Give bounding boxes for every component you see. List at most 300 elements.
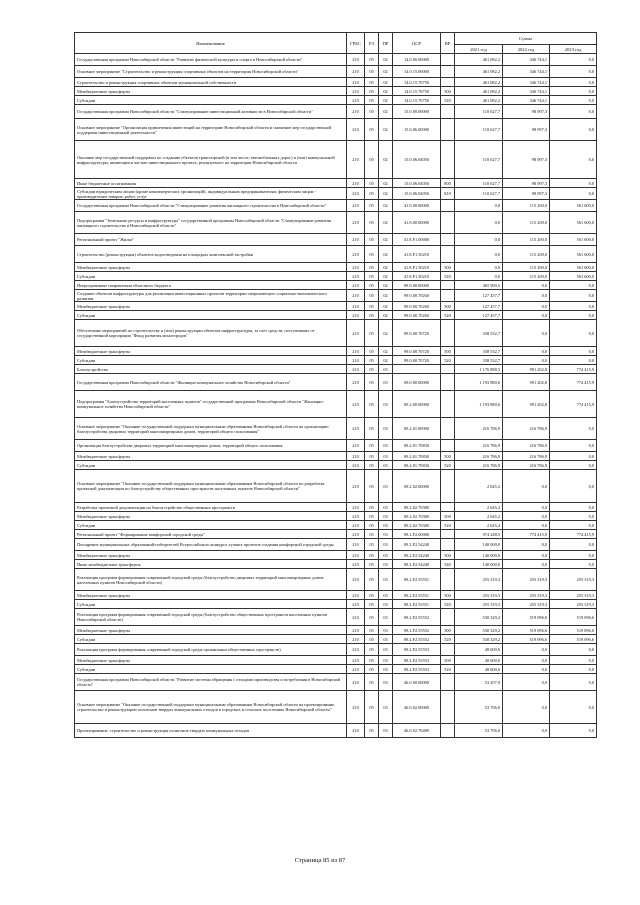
row-rz-cell: 05 — [365, 119, 379, 141]
row-grbs-cell: 210 — [347, 440, 365, 452]
row-name-cell: Проектирование, строительство и реконструкция полигонов твердых коммунальных отходов — [75, 724, 347, 738]
row-name-cell: Субсидии — [75, 311, 347, 320]
row-2022-cell: 0,0 — [503, 356, 550, 365]
row-2023-cell: 774 415,9 — [550, 365, 597, 374]
table-row — [75, 503, 597, 512]
row-2022-cell: 255 319,3 — [503, 600, 550, 609]
row-pr-cell: 03 — [379, 539, 393, 551]
row-rz-cell: 05 — [365, 521, 379, 530]
row-2022-cell: 346 744,1 — [503, 54, 550, 66]
row-rz-cell: 05 — [365, 503, 379, 512]
table-row — [75, 600, 597, 609]
row-2022-cell: 774 415,9 — [503, 530, 550, 539]
table-row — [75, 691, 597, 724]
row-rz-cell: 05 — [365, 347, 379, 356]
table-row — [75, 320, 597, 347]
row-pr-cell: 03 — [379, 530, 393, 539]
row-grbs-cell: 210 — [347, 461, 365, 470]
row-rz-cell: 05 — [365, 560, 379, 569]
row-rz-cell: 05 — [365, 66, 379, 78]
row-csr-cell: 09.2.F2.55551 — [393, 600, 441, 609]
row-grbs-cell: 210 — [347, 141, 365, 179]
row-vr-cell — [441, 246, 455, 263]
row-2023-cell: 0,0 — [550, 119, 597, 141]
row-2023-cell: 0,0 — [550, 188, 597, 200]
row-rz-cell: 05 — [365, 365, 379, 374]
row-vr-cell: 520 — [441, 461, 455, 470]
row-pr-cell: 02 — [379, 234, 393, 246]
row-csr-cell: 14.0.15.00000 — [393, 66, 441, 78]
table-row — [75, 246, 597, 263]
row-2022-cell: 98 097,3 — [503, 179, 550, 188]
row-vr-cell: 500 — [441, 591, 455, 600]
row-name-cell: Организация благоустройства дворовых территорий многоквартирных домов, территорий общего пользования — [75, 440, 347, 452]
row-grbs-cell: 210 — [347, 272, 365, 281]
row-name-cell: Поощрение муниципальных образований-победителей Всероссийского конкурса лучших проектов создания комфортной городской среды — [75, 539, 347, 551]
row-2021-cell: 127 457,7 — [455, 302, 503, 311]
table-row — [75, 263, 597, 272]
row-csr-cell: 09.2.F2.54240 — [393, 539, 441, 551]
row-vr-cell — [441, 66, 455, 78]
row-name-cell: Обеспечение мероприятий по строительству и (или) реконструкции объектов инфраструктуры, за счет средств, поступивших от государственной корпорации "Фонд развития моногородов" — [75, 320, 347, 347]
row-pr-cell: 03 — [379, 512, 393, 521]
table-row — [75, 374, 597, 391]
row-rz-cell: 05 — [365, 440, 379, 452]
row-2022-cell: 216 786,9 — [503, 418, 550, 440]
row-vr-cell — [441, 609, 455, 626]
row-grbs-cell: 210 — [347, 600, 365, 609]
row-name-cell: Субсидии — [75, 521, 347, 530]
row-pr-cell: 02 — [379, 105, 393, 119]
row-vr-cell — [441, 530, 455, 539]
row-pr-cell: 03 — [379, 691, 393, 724]
row-csr-cell: 09.2.02.70380 — [393, 503, 441, 512]
row-grbs-cell: 210 — [347, 234, 365, 246]
row-2022-cell: 346 744,1 — [503, 96, 550, 105]
row-2021-cell: 110 627,7 — [455, 141, 503, 179]
row-2023-cell: 0,0 — [550, 691, 597, 724]
row-csr-cell: 99.0.00.70720 — [393, 320, 441, 347]
row-2022-cell: 115 200,0 — [503, 272, 550, 281]
row-rz-cell: 05 — [365, 461, 379, 470]
row-grbs-cell: 210 — [347, 281, 365, 290]
row-vr-cell — [441, 200, 455, 212]
row-grbs-cell: 210 — [347, 347, 365, 356]
row-name-cell: Государственная программа Новосибирской области "Стимулирование инвестиционной активности в Новосибирской области" — [75, 105, 347, 119]
row-csr-cell: 41.8.F1.50210 — [393, 272, 441, 281]
row-pr-cell: 03 — [379, 600, 393, 609]
row-pr-cell: 02 — [379, 200, 393, 212]
row-pr-cell: 02 — [379, 356, 393, 365]
row-csr-cell: 15.0.06.04050 — [393, 179, 441, 188]
table-row — [75, 54, 597, 66]
row-csr-cell: 99.0.00.70260 — [393, 311, 441, 320]
row-2023-cell: 0,0 — [550, 356, 597, 365]
col-header-2021: 2021 год — [455, 45, 503, 54]
row-2022-cell: 0,0 — [503, 674, 550, 691]
row-grbs-cell: 210 — [347, 674, 365, 691]
row-name-cell: Иные межбюджетные трансферты — [75, 560, 347, 569]
row-grbs-cell: 210 — [347, 560, 365, 569]
row-grbs-cell: 210 — [347, 320, 365, 347]
row-2023-cell: 0,0 — [550, 311, 597, 320]
table-row — [75, 356, 597, 365]
row-vr-cell — [441, 119, 455, 141]
row-csr-cell: 41.8.F1.50210 — [393, 246, 441, 263]
row-grbs-cell: 210 — [347, 212, 365, 234]
row-2021-cell: 461 082,2 — [455, 78, 503, 87]
row-pr-cell: 02 — [379, 179, 393, 188]
table-row — [75, 365, 597, 374]
row-2022-cell: 0,0 — [503, 512, 550, 521]
table-row — [75, 311, 597, 320]
row-2022-cell: 0,0 — [503, 347, 550, 356]
row-name-cell: Непрограммные направления областного бюджета — [75, 281, 347, 290]
row-name-cell: Межбюджетные трансферты — [75, 87, 347, 96]
row-grbs-cell: 210 — [347, 521, 365, 530]
row-vr-cell: 800 — [441, 179, 455, 188]
row-2023-cell: 561 600,0 — [550, 234, 597, 246]
table-row — [75, 188, 597, 200]
row-2022-cell: 0,0 — [503, 290, 550, 302]
table-row — [75, 200, 597, 212]
table-row — [75, 281, 597, 290]
table-row — [75, 78, 597, 87]
row-pr-cell: 03 — [379, 503, 393, 512]
row-name-cell: Реализация программ формирования современной городской среды (благоустройство общественных пространств населенных пунктов Новосибирской области) — [75, 609, 347, 626]
row-2023-cell: 0,0 — [550, 674, 597, 691]
row-rz-cell: 05 — [365, 635, 379, 644]
row-rz-cell: 05 — [365, 609, 379, 626]
row-grbs-cell: 210 — [347, 591, 365, 600]
row-name-cell: Строительство (реконструкция) объектов водоотведения на площадках комплексной застройки — [75, 246, 347, 263]
table-row — [75, 674, 597, 691]
row-vr-cell: 500 — [441, 263, 455, 272]
row-2021-cell: 0,0 — [455, 246, 503, 263]
row-rz-cell: 05 — [365, 665, 379, 674]
row-vr-cell — [441, 234, 455, 246]
row-pr-cell: 03 — [379, 374, 393, 391]
row-pr-cell: 02 — [379, 188, 393, 200]
row-name-cell: Основное мероприятие "Оказание государственной поддержки муниципальным образованиям Новосибирской области на проектирование, строительство и реконструкцию полигонов твердых коммунальных отходов в городских и сельских поселениях Новосибирской области" — [75, 691, 347, 724]
row-csr-cell: 09.0.00.00000 — [393, 374, 441, 391]
row-2021-cell: 0,0 — [455, 263, 503, 272]
row-vr-cell: 500 — [441, 656, 455, 665]
table-row — [75, 521, 597, 530]
row-vr-cell — [441, 212, 455, 234]
row-2022-cell: 0,0 — [503, 691, 550, 724]
row-vr-cell: 520 — [441, 635, 455, 644]
row-pr-cell: 03 — [379, 591, 393, 600]
row-name-cell: Субсидии юридическим лицам (кроме некоммерческих организаций), индивидуальным предпринимателям, физическим лицам - производителям товаров, работ, услуг — [75, 188, 347, 200]
row-rz-cell: 05 — [365, 374, 379, 391]
row-rz-cell: 05 — [365, 600, 379, 609]
table-row — [75, 290, 597, 302]
row-2022-cell: 98 097,3 — [503, 105, 550, 119]
row-2022-cell: 0,0 — [503, 470, 550, 503]
row-csr-cell: 99.0.00.70260 — [393, 302, 441, 311]
row-2022-cell: 0,0 — [503, 656, 550, 665]
row-grbs-cell: 210 — [347, 54, 365, 66]
row-2021-cell: 127 457,7 — [455, 311, 503, 320]
row-vr-cell: 500 — [441, 551, 455, 560]
row-grbs-cell: 210 — [347, 539, 365, 551]
row-csr-cell: 09.2.F2.55553 — [393, 656, 441, 665]
col-header-2023: 2023 год — [550, 45, 597, 54]
row-vr-cell: 540 — [441, 560, 455, 569]
row-2023-cell: 561 600,0 — [550, 200, 597, 212]
row-csr-cell: 09.2.01.70830 — [393, 452, 441, 461]
table-row — [75, 418, 597, 440]
row-rz-cell: 05 — [365, 418, 379, 440]
row-2021-cell: 0,0 — [455, 272, 503, 281]
row-grbs-cell: 210 — [347, 452, 365, 461]
table-row — [75, 391, 597, 418]
row-name-cell: Субсидии — [75, 96, 347, 105]
row-2023-cell: 519 096,6 — [550, 635, 597, 644]
row-vr-cell: 520 — [441, 272, 455, 281]
row-pr-cell: 02 — [379, 141, 393, 179]
row-vr-cell — [441, 470, 455, 503]
row-csr-cell: 99.0.00.00000 — [393, 281, 441, 290]
row-rz-cell: 05 — [365, 272, 379, 281]
row-2023-cell: 0,0 — [550, 539, 597, 551]
row-csr-cell: 46.0.02.00000 — [393, 691, 441, 724]
row-rz-cell: 05 — [365, 644, 379, 656]
row-2022-cell: 216 786,9 — [503, 440, 550, 452]
row-2023-cell: 0,0 — [550, 503, 597, 512]
row-grbs-cell: 210 — [347, 311, 365, 320]
row-pr-cell: 02 — [379, 290, 393, 302]
row-name-cell: Региональный проект "Формирование комфортной городской среды" — [75, 530, 347, 539]
row-name-cell: Государственная программа Новосибирской области "Развитие физической культуры и спорта в Новосибирской области" — [75, 54, 347, 66]
row-2021-cell: 1 193 880,6 — [455, 391, 503, 418]
row-grbs-cell: 210 — [347, 635, 365, 644]
row-csr-cell: 09.2.01.00000 — [393, 418, 441, 440]
row-grbs-cell: 210 — [347, 105, 365, 119]
row-2022-cell: 0,0 — [503, 503, 550, 512]
row-rz-cell: 05 — [365, 246, 379, 263]
table-row — [75, 302, 597, 311]
row-2022-cell: 0,0 — [503, 281, 550, 290]
row-2023-cell: 0,0 — [550, 281, 597, 290]
row-grbs-cell: 210 — [347, 644, 365, 656]
table-row — [75, 665, 597, 674]
row-rz-cell: 05 — [365, 200, 379, 212]
row-csr-cell: 09.2.01.70830 — [393, 440, 441, 452]
col-header-2022: 2022 год — [503, 45, 550, 54]
row-2023-cell: 255 319,3 — [550, 591, 597, 600]
row-rz-cell: 05 — [365, 311, 379, 320]
row-pr-cell: 02 — [379, 87, 393, 96]
row-pr-cell: 02 — [379, 246, 393, 263]
row-2023-cell: 0,0 — [550, 179, 597, 188]
row-pr-cell: 02 — [379, 320, 393, 347]
table-row — [75, 470, 597, 503]
budget-document-page — [74, 32, 596, 738]
row-2022-cell: 519 096,6 — [503, 635, 550, 644]
row-csr-cell: 41.8.F1.00000 — [393, 234, 441, 246]
row-name-cell: Разработка проектной документации на благоустройство общественных пространств — [75, 503, 347, 512]
row-rz-cell: 05 — [365, 141, 379, 179]
row-pr-cell: 02 — [379, 96, 393, 105]
row-2022-cell: 0,0 — [503, 521, 550, 530]
row-2022-cell: 0,0 — [503, 302, 550, 311]
row-2021-cell: 2 645,2 — [455, 521, 503, 530]
table-row — [75, 635, 597, 644]
row-2022-cell: 115 200,0 — [503, 246, 550, 263]
row-2021-cell: 48 600,0 — [455, 656, 503, 665]
row-grbs-cell: 210 — [347, 724, 365, 738]
table-row — [75, 212, 597, 234]
row-vr-cell — [441, 691, 455, 724]
row-2021-cell: 110 627,7 — [455, 188, 503, 200]
row-name-cell: Субсидии — [75, 272, 347, 281]
table-row — [75, 119, 597, 141]
row-rz-cell: 05 — [365, 591, 379, 600]
row-pr-cell: 02 — [379, 311, 393, 320]
row-2022-cell: 991 202,8 — [503, 374, 550, 391]
table-row — [75, 105, 597, 119]
row-pr-cell: 03 — [379, 452, 393, 461]
row-rz-cell: 05 — [365, 105, 379, 119]
row-2021-cell: 0,0 — [455, 234, 503, 246]
row-rz-cell: 05 — [365, 96, 379, 105]
row-2023-cell: 774 415,9 — [550, 374, 597, 391]
row-name-cell: Благоустройство — [75, 365, 347, 374]
row-csr-cell: 15.0.06.00000 — [393, 119, 441, 141]
row-pr-cell: 03 — [379, 609, 393, 626]
row-2023-cell: 0,0 — [550, 87, 597, 96]
row-rz-cell: 05 — [365, 724, 379, 738]
row-pr-cell: 03 — [379, 461, 393, 470]
table-row — [75, 560, 597, 569]
row-2022-cell: 98 097,3 — [503, 141, 550, 179]
row-2023-cell: 0,0 — [550, 290, 597, 302]
row-2023-cell: 774 415,9 — [550, 391, 597, 418]
row-2022-cell: 0,0 — [503, 320, 550, 347]
row-2021-cell: 127 457,7 — [455, 290, 503, 302]
budget-table — [74, 32, 597, 738]
row-csr-cell: 09.2.F2.55553 — [393, 644, 441, 656]
row-2022-cell: 216 786,9 — [503, 461, 550, 470]
row-2021-cell: 53 706,0 — [455, 724, 503, 738]
row-2021-cell: 1 193 880,6 — [455, 374, 503, 391]
row-2023-cell: 774 415,9 — [550, 530, 597, 539]
row-2023-cell: 0,0 — [550, 724, 597, 738]
row-name-cell: Субсидии — [75, 665, 347, 674]
row-2022-cell: 0,0 — [503, 644, 550, 656]
row-pr-cell: 03 — [379, 470, 393, 503]
row-2023-cell: 561 600,0 — [550, 212, 597, 234]
row-2021-cell: 255 319,3 — [455, 591, 503, 600]
row-csr-cell: 99.0.00.70720 — [393, 347, 441, 356]
table-row — [75, 530, 597, 539]
row-name-cell: Строительство и реконструкция спортивных объектов муниципальной собственности — [75, 78, 347, 87]
row-2021-cell: 48 600,0 — [455, 665, 503, 674]
row-csr-cell: 09.2.F2.55551 — [393, 591, 441, 600]
row-2022-cell: 519 096,6 — [503, 609, 550, 626]
row-grbs-cell: 210 — [347, 179, 365, 188]
row-name-cell: Межбюджетные трансферты — [75, 512, 347, 521]
row-csr-cell: 09.2.00.00000 — [393, 391, 441, 418]
row-grbs-cell: 210 — [347, 503, 365, 512]
row-2022-cell: 346 744,1 — [503, 66, 550, 78]
row-2021-cell: 461 082,2 — [455, 66, 503, 78]
table-row — [75, 461, 597, 470]
row-name-cell: Субсидии — [75, 635, 347, 644]
row-csr-cell: 15.0.00.00000 — [393, 105, 441, 119]
row-2021-cell: 2 645,2 — [455, 503, 503, 512]
row-pr-cell: 03 — [379, 644, 393, 656]
col-header-vr: ВР — [441, 33, 455, 54]
row-rz-cell: 05 — [365, 188, 379, 200]
row-grbs-cell: 210 — [347, 626, 365, 635]
row-csr-cell: 14.0.15.70750 — [393, 96, 441, 105]
row-grbs-cell: 210 — [347, 374, 365, 391]
table-row — [75, 724, 597, 738]
row-name-cell: Межбюджетные трансферты — [75, 591, 347, 600]
row-csr-cell: 41.8.F1.50210 — [393, 263, 441, 272]
row-grbs-cell: 210 — [347, 470, 365, 503]
row-csr-cell: 09.2.F2.55551 — [393, 569, 441, 591]
row-vr-cell — [441, 674, 455, 691]
row-2023-cell: 0,0 — [550, 320, 597, 347]
row-pr-cell: 03 — [379, 569, 393, 591]
row-2023-cell: 0,0 — [550, 470, 597, 503]
row-name-cell: Межбюджетные трансферты — [75, 551, 347, 560]
row-2023-cell: 0,0 — [550, 452, 597, 461]
row-pr-cell: 03 — [379, 391, 393, 418]
row-rz-cell: 05 — [365, 551, 379, 560]
row-2022-cell: 0,0 — [503, 311, 550, 320]
row-csr-cell: 15.0.06.04050 — [393, 141, 441, 179]
row-pr-cell: 03 — [379, 674, 393, 691]
row-grbs-cell: 210 — [347, 391, 365, 418]
row-vr-cell: 500 — [441, 87, 455, 96]
row-2023-cell: 561 600,0 — [550, 246, 597, 263]
row-2021-cell: 461 082,2 — [455, 54, 503, 66]
row-2023-cell: 0,0 — [550, 560, 597, 569]
table-row — [75, 141, 597, 179]
row-grbs-cell: 210 — [347, 691, 365, 724]
row-2021-cell: 461 082,2 — [455, 87, 503, 96]
table-row — [75, 539, 597, 551]
row-csr-cell: 09.2.F2.54240 — [393, 560, 441, 569]
page-number: Страница 85 из 87 — [294, 857, 346, 864]
table-row — [75, 272, 597, 281]
row-rz-cell: 05 — [365, 452, 379, 461]
row-name-cell: Оказание мер государственной поддержки по созданию объектов транспортной (в том числе, автомобильных дорог) и (или) коммунальной инфраструктуры, являющихся частью инвестиционного проекта, реализуемого на территории Новосибирской области — [75, 141, 347, 179]
table-row — [75, 440, 597, 452]
row-vr-cell — [441, 391, 455, 418]
row-grbs-cell: 210 — [347, 66, 365, 78]
row-name-cell: Государственная программа Новосибирской области "Жилищно-коммунальное хозяйство Новосибирской области" — [75, 374, 347, 391]
row-2022-cell: 98 097,3 — [503, 119, 550, 141]
row-name-cell: Основное мероприятие "Строительство и реконструкция спортивных объектов на территории Новосибирской области" — [75, 66, 347, 78]
row-2021-cell: 110 627,7 — [455, 179, 503, 188]
row-pr-cell: 02 — [379, 54, 393, 66]
row-2023-cell: 0,0 — [550, 105, 597, 119]
row-rz-cell: 05 — [365, 691, 379, 724]
row-grbs-cell: 210 — [347, 200, 365, 212]
row-2022-cell: 991 202,8 — [503, 365, 550, 374]
row-pr-cell: 03 — [379, 626, 393, 635]
row-rz-cell: 05 — [365, 391, 379, 418]
row-2021-cell: 216 786,9 — [455, 418, 503, 440]
row-name-cell: Основное мероприятие "Оказание государственной поддержки муниципальным образованиям Новосибирской области на организацию благоустройства дворовых территорий многоквартирных домов, территорий общего пользования" — [75, 418, 347, 440]
row-2021-cell: 974 248,5 — [455, 530, 503, 539]
